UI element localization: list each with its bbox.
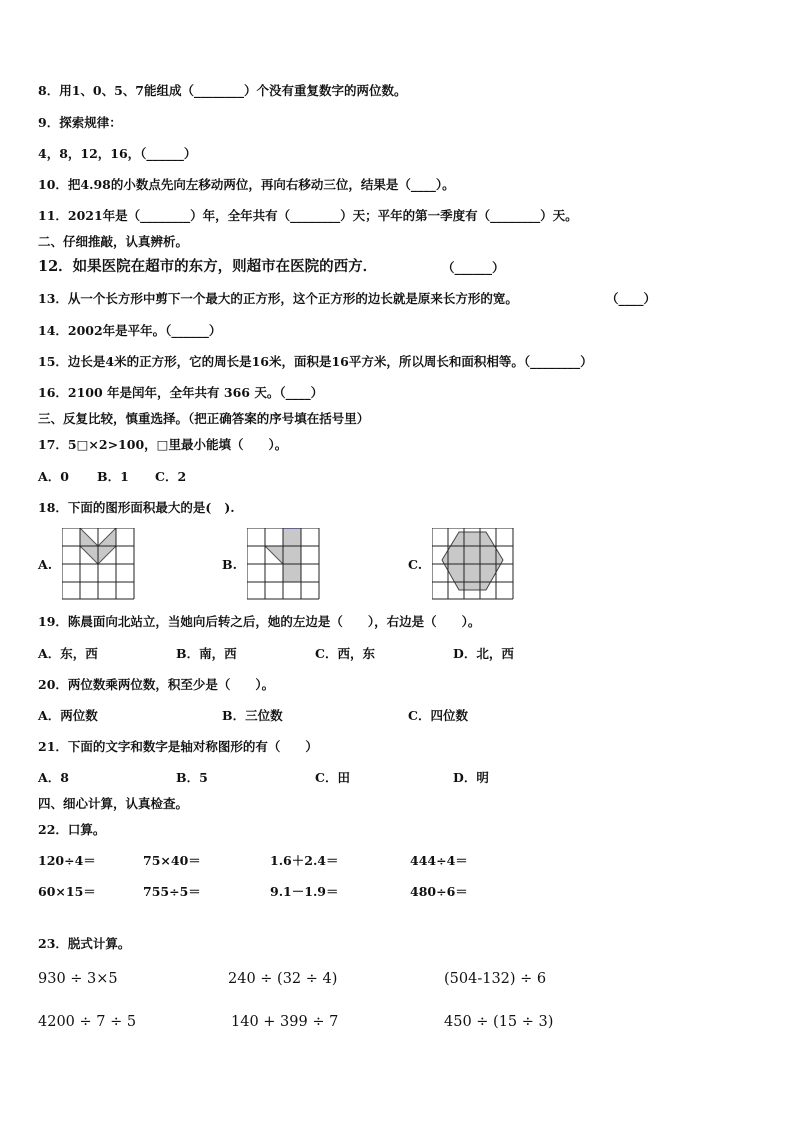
oral-calc-5: 60×15＝ [38,884,96,899]
step-calc-5: 140 + 399 ÷ 7 [231,1014,339,1030]
question-21: 21．下面的文字和数字是轴对称图形的有（ ） [38,739,318,754]
q19-option-b: B．南，西 [176,646,237,661]
q18-figure-b [247,528,325,600]
q21-option-b: B．5 [176,770,208,785]
step-calc-1: 930 ÷ 3×5 [38,971,118,987]
question-19: 19．陈晨面向北站立，当她向后转之后，她的左边是（ ），右边是（ ）。 [38,614,481,629]
step-calc-4: 4200 ÷ 7 ÷ 5 [38,1014,137,1030]
question-17: 17．5□×2>100，□里最小能填（ ）。 [38,437,288,452]
q18-figure-a [62,528,140,600]
question-12-blank: （______） [442,260,505,275]
q18-label-b: B. [222,557,237,572]
step-calc-2: 240 ÷ (32 ÷ 4) [228,971,338,987]
q18-label-a: A. [38,557,53,572]
section-4-heading: 四、细心计算，认真检查。 [38,796,189,811]
question-16: 16．2100 年是闰年，全年共有 366 天。（____） [38,385,324,400]
section-3-heading: 三、反复比较，慎重选择。（把正确答案的序号填在括号里） [38,411,370,426]
oral-calc-3: 1.6＋2.4＝ [270,853,339,868]
q20-option-b: B．三位数 [222,708,283,723]
q18-label-c: C. [408,557,423,572]
q17-option-b: B．1 [97,469,129,484]
question-13: 13．从一个长方形中剪下一个最大的正方形，这个正方形的边长就是原来长方形的宽。 [38,291,518,306]
question-18: 18．下面的图形面积最大的是( ). [38,500,235,515]
question-14: 14．2002年是平年。（______） [38,323,222,338]
q20-option-c: C．四位数 [408,708,468,723]
q17-option-c: C．2 [155,469,187,484]
q21-option-a: A．8 [38,770,69,785]
question-22: 22．口算。 [38,822,106,837]
step-calc-3: (504-132) ÷ 6 [444,971,547,987]
question-9: 9．探索规律： [38,115,122,130]
oral-calc-2: 75×40＝ [143,853,201,868]
question-20: 20．两位数乘两位数，积至少是（ ）。 [38,677,275,692]
q17-option-a: A．0 [38,469,69,484]
oral-calc-6: 755÷5＝ [143,884,201,899]
step-calc-6: 450 ÷ (15 ÷ 3) [444,1014,554,1030]
oral-calc-4: 444÷4＝ [410,853,468,868]
question-12: 12．如果医院在超市的东方，则超市在医院的西方． [38,258,378,275]
q19-option-c: C．西，东 [315,646,375,661]
question-11: 11．2021年是（________）年，全年共有（________）天；平年的第一季度有（________）天。 [38,208,578,223]
oral-calc-1: 120÷4＝ [38,853,96,868]
q21-option-c: C．田 [315,770,350,785]
question-15: 15．边长是4米的正方形，它的周长是16米，面积是16平方米，所以周长和面积相等。（________） [38,354,593,369]
q19-option-d: D．北，西 [453,646,514,661]
question-8: 8．用1、0、5、7能组成（________）个没有重复数字的两位数。 [38,83,407,98]
oral-calc-8: 480÷6＝ [410,884,468,899]
q21-option-d: D．明 [453,770,489,785]
section-2-heading: 二、仔细推敲，认真辨析。 [38,234,189,249]
question-9-sequence: 4，8，12，16，（______） [38,146,197,161]
question-10: 10．把4.98的小数点先向左移动两位，再向右移动三位，结果是（____）。 [38,177,455,192]
q19-option-a: A．东，西 [38,646,98,661]
question-23: 23．脱式计算。 [38,936,131,951]
question-13-blank: （____） [606,291,657,306]
q18-figure-c [432,528,518,600]
oral-calc-7: 9.1－1.9＝ [270,884,339,899]
q20-option-a: A．两位数 [38,708,98,723]
q18-figure-c-shape [442,532,503,590]
